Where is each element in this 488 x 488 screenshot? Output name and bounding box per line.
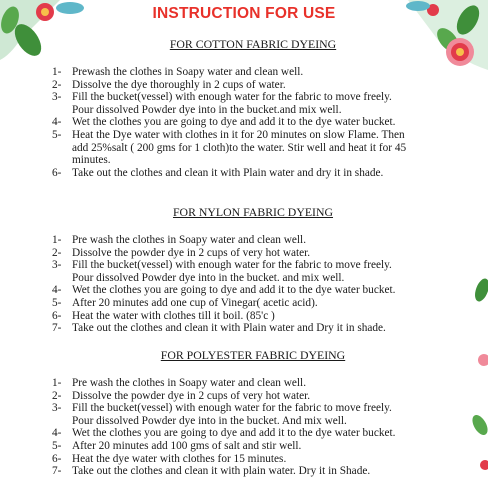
list-item: 6- Heat the dye water with clothes for 15 minutes.	[52, 452, 287, 465]
nylon-dyeing-section	[0, 205, 488, 335]
list-item: 6- Take out the clothes and clean it with Plain water and dry it in shade.	[52, 166, 384, 179]
section-heading: FOR NYLON FABRIC DYEING	[172, 205, 334, 219]
steps-list	[0, 234, 488, 335]
list-item: 2- Dissolve the dye thoroughly in 2 cups of water.	[52, 78, 286, 91]
list-item: 1- Prewash the clothes in Soapy water and clean well.	[52, 66, 304, 78]
list-item: 3- Fill the bucket(vessel) with enough water for the fabric to move freely. Pour dissolved Powder dye into in the bucket.and mix well.	[52, 91, 392, 116]
list-item: 4- Wet the clothes you are going to dye and add it to the dye water bucket.	[52, 116, 396, 129]
section-heading: FOR COTTON FABRIC DYEING	[169, 37, 337, 51]
list-item: 3- Fill the bucket(vessel) with enough water for the fabric to move freely. Pour dissolved Powder dye into in the bucket. And mix well.	[52, 402, 392, 427]
list-item: 3- Fill the bucket(vessel) with enough water for the fabric to move freely. Pour dissolved Powder dye into in the bucket. and mix well.	[52, 259, 392, 284]
cotton-dyeing-section	[0, 37, 488, 179]
steps-list	[0, 66, 488, 179]
list-item: 1- Pre wash the clothes in Soapy water and clean well.	[52, 234, 307, 246]
list-item: 2- Dissolve the powder dye in 2 cups of very hot water.	[52, 389, 311, 402]
list-item: 4- Wet the clothes you are going to dye and add it to the dye water bucket.	[52, 427, 396, 440]
polyester-dyeing-section	[0, 348, 488, 478]
list-item: 7- Take out the clothes and clean it with plain water. Dry it in Shade.	[52, 465, 371, 478]
list-item: 5- After 20 minutes add 100 gms of salt and stir well.	[52, 439, 302, 452]
page-title: INSTRUCTION FOR USE	[152, 5, 336, 22]
list-item: 7- Take out the clothes and clean it with Plain water and Dry it in shade.	[52, 322, 386, 335]
list-item: 6- Heat the water with clothes till it boil. (85'c )	[52, 309, 275, 322]
list-item: 5- After 20 minutes add one cup of Vinegar( acetic acid).	[52, 296, 318, 309]
section-heading: FOR POLYESTER FABRIC DYEING	[160, 348, 346, 362]
list-item: 4- Wet the clothes you are going to dye and add it to the dye water bucket.	[52, 284, 396, 297]
list-item: 5- Heat the Dye water with clothes in it for 20 minutes on slow Flame. Then add 25%salt ( 200 gms for 1 cloth)to the water. Stir well and heat it for 45 minutes.	[52, 128, 407, 167]
steps-list	[0, 377, 488, 478]
list-item: 1- Pre wash the clothes in Soapy water and clean well.	[52, 377, 307, 389]
list-item: 2- Dissolve the powder dye in 2 cups of very hot water.	[52, 246, 311, 259]
